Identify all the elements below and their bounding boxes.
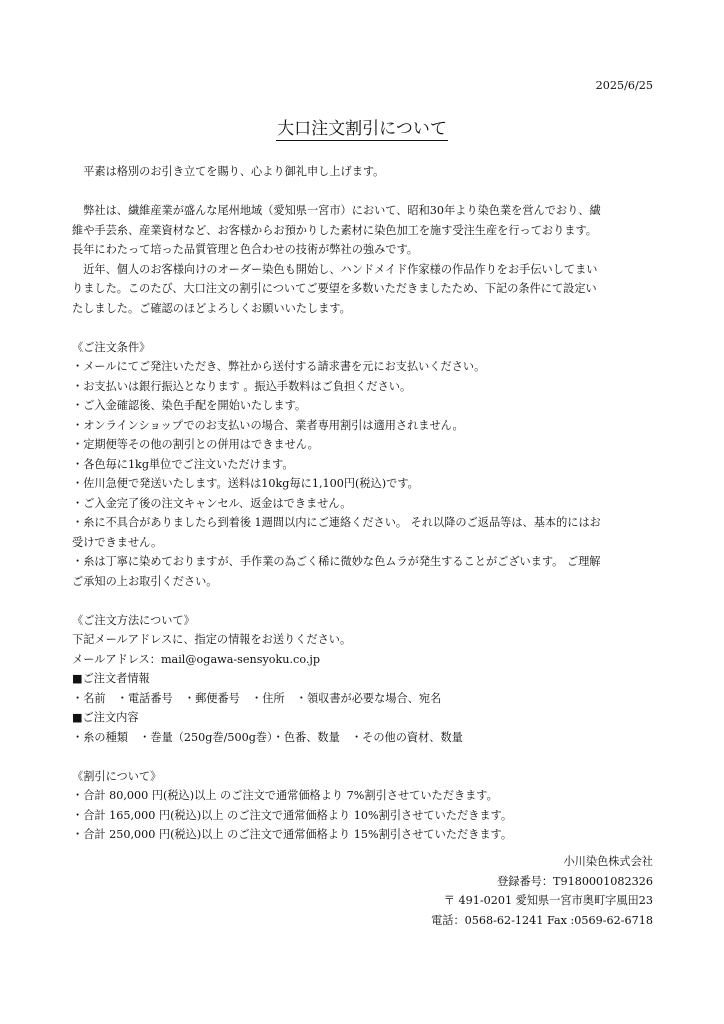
condition-item: ・各色毎に1kg単位でご注文いただけます。 — [72, 457, 294, 471]
intro-line: りました。このたび、大口注文の割引についてご要望を多数いただきましたため、下記の条件にて設定い — [72, 282, 597, 295]
intro-line: 近年、個人のお客様向けのオーダー染色も開始し、ハンドメイド作家様の作品作りをお手伝いしてまい — [83, 262, 598, 276]
greeting-paragraph: 平素は格別のお引き立てを賜り、心より御礼申し上げます。 — [83, 165, 385, 178]
intro-line: 長年にわたって培った品質管理と色合わせの技術が弊社の強みです。 — [72, 243, 418, 256]
intro-line: 維や手芸糸、産業資材など、お客様からお預かりした素材に染色加工を施す受注生産を行っております。 — [72, 223, 597, 237]
condition-item: ・お支払いは銀行振込となります 。振込手数料はご負担ください。 — [72, 379, 412, 393]
conditions-heading: 《ご注文条件》 — [72, 340, 151, 354]
intro-line: 弊社は、繊維産業が盛んな尾州地域（愛知県一宮市）において、昭和30年より染色業を営んでおり、繊 — [83, 204, 601, 217]
discount-item: ・合計 165,000 円(税込)以上 のご注文で通常価格より 10%割引させていただきます。 — [72, 808, 513, 822]
condition-item: ご承知の上お取引ください。 — [72, 574, 218, 588]
document-title-text: 大口注文割引について — [277, 119, 447, 139]
intro-line: たしました。ご確認のほどよろしくお願いいたします。 — [72, 301, 351, 315]
document-title — [0, 117, 724, 141]
orderer-info-fields: ・名前 ・電話番号 ・郵便番号 ・住所 ・領収書が必要な場合、宛名 — [72, 691, 442, 705]
condition-item: ・定期便等その他の割引との併用はできません。 — [72, 438, 319, 451]
order-method-heading: 《ご注文方法について》 — [72, 613, 195, 627]
condition-item: ・オンラインショップでのお支払いの場合、業者専用割引は適用されません。 — [72, 418, 464, 432]
condition-item: ・メールにてご発注いただき、弊社から送付する請求書を元にお支払いください。 — [72, 360, 486, 373]
registration-number: 登録番号：T9180001082326 — [497, 874, 653, 888]
condition-item: ・糸は丁寧に染めておりますが、手作業の為ごく稀に微妙な色ムラが発生することがございます。 ご理解 — [72, 555, 601, 568]
document-body — [72, 162, 654, 845]
discount-section — [72, 767, 654, 845]
company-signature — [253, 852, 653, 930]
order-content-heading: ■ご注文内容 — [72, 711, 139, 724]
condition-item: ・糸に不具合がありましたら到着後 1週間以内にご連絡ください。 それ以降のご返品等は、基本的にはお — [72, 516, 601, 529]
intro-paragraph-2 — [72, 260, 654, 319]
email-address-line: メールアドレス：mail@ogawa-sensyoku.co.jp — [72, 652, 321, 666]
discount-item: ・合計 80,000 円(税込)以上 のご注文で通常価格より 7%割引させていただきます。 — [72, 789, 498, 802]
company-contact: 電話：0568-62-1241 Fax :0569-62-6718 — [431, 913, 653, 927]
discount-item: ・合計 250,000 円(税込)以上 のご注文で通常価格より 15%割引させていただきます。 — [72, 828, 513, 841]
condition-item: ・ご入金確認後、染色手配を開始いたします。 — [72, 399, 307, 412]
condition-item: ・ご入金完了後の注文キャンセル、返金はできません。 — [72, 496, 352, 510]
order-content-fields: ・糸の種類 ・巻量（250g巻/500g巻）・色番、数量 ・その他の資材、数量 — [72, 730, 463, 744]
discount-heading: 《割引について》 — [72, 769, 162, 783]
document-date: 2025/6/25 — [595, 79, 653, 92]
condition-item: ・佐川急便で発送いたします。送料は10kg毎に1,100円(税込)です。 — [72, 477, 419, 490]
order-method-section — [72, 611, 654, 748]
condition-item: 受けできません。 — [72, 535, 163, 549]
company-address: 〒 491-0201 愛知県一宮市奥町字風田23 — [443, 894, 653, 907]
company-name: 小川染色株式会社 — [563, 855, 653, 868]
orderer-info-heading: ■ご注文者情報 — [72, 672, 150, 685]
conditions-section — [72, 338, 654, 592]
order-method-line: 下記メールアドレスに、指定の情報をお送りください。 — [72, 633, 352, 646]
intro-paragraph — [72, 201, 654, 260]
